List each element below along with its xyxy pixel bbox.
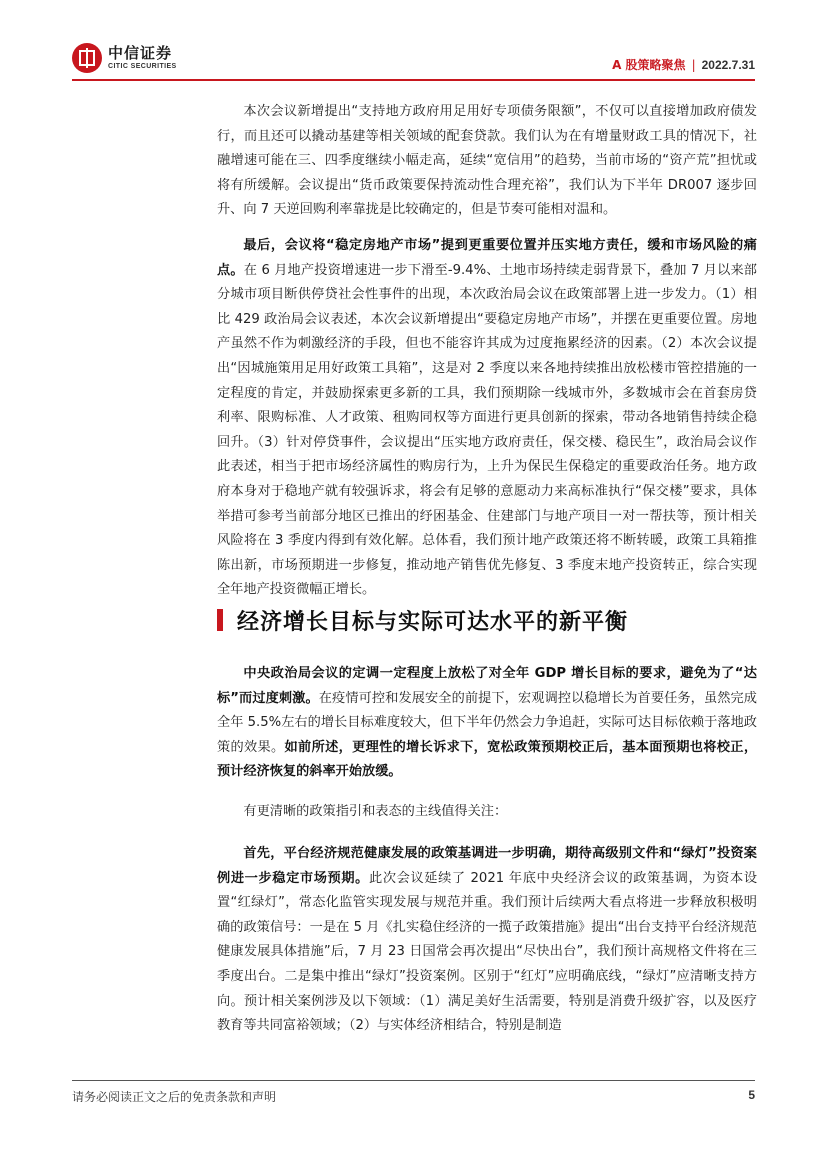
paragraph-growth-body: 在疫情可控和发展安全的前提下，宏观调控以稳增长为首要任务，虽然完成全年 5.5%左右的增长目标难度较大，但下半年仍然会力争追赶，实际可达目标依赖于落地政策的效果。: [217, 690, 757, 755]
header-separator: |: [691, 57, 696, 72]
page-number: 5: [748, 1088, 755, 1102]
paragraph-real-estate-lead: 最后，会议将“稳定房地产市场”提到更重要位置并压实地方责任，缓和市场风险的痛点。: [217, 238, 757, 278]
paragraph-real-estate-body: 在 6 月地产投资增速进一步下滑至-9.4%、土地市场持续走弱背景下，叠加 7 月以来部分城市项目断供停贷社会性事件的出现，本次政治局会议在政策部署上进一步发力。（1）相比 429 政治局会议表述，本次会议新增提出“要稳定房地产市场”，并摆在更重要位置。房地产虽然不作为刺激经济的手段，但也不能容许其成为过度拖累经济的因素。（2）本次会议提出“因城施策用足用好政策工具箱”，这是对 2 季度以来各地持续推出放松楼市管控措施的一定程度的肯定，并鼓励探索更多新的工具，我们预期除一线城市外，多数城市会在首套房贷利率、限购标准、人才政策、租购同权等方面进行更具创新的探索，带动各地销售持续企稳回升。（3）针对停贷事件，会议提出“压实地方政府责任，保交楼、稳民生”，政治局会议作此表述，相当于把市场经济属性的购房行为，上升为保民生保稳定的重要政治任务。地方政府本身对于稳地产就有较强诉求，将会有足够的意愿动力来高标准执行“保交楼”要求，具体举措可参考当前部分地区已推出的纾困基金、住建部门与地产项目一对一帮扶等，预计相关风险将在 3 季度内得到有效化解。总体看，我们预计地产政策还将不断转暖，政策工具箱推陈出新，市场预期进一步修复，推动地产销售优先修复、3 季度末地产投资转正，综合实现全年地产投资微幅正增长。: [217, 262, 757, 598]
paragraph-fiscal-monetary: 本次会议新增提出“支持地方政府用足用好专项债务限额”，不仅可以直接增加政府债发行，而且还可以撬动基建等相关领域的配套贷款。我们认为在有增量财政工具的情况下，社融增速可能在三、四季度继续小幅走高，延续“宽信用”的趋势，当前市场的“资产荒”担忧或将有所缓解。会议提出“货币政策要保持流动性合理充裕”，我们认为下半年 DR007 逐步回升、向 7 天逆回购利率靠拢是比较确定的，但是节奏可能相对温和。: [217, 104, 757, 218]
footer-disclaimer: 请务必阅读正文之后的免责条款和声明: [72, 1090, 277, 1104]
company-logo: [72, 38, 177, 78]
section-heading: [217, 605, 628, 635]
body-block-4: [217, 800, 757, 825]
paragraph-platform-lead: 首先，平台经济规范健康发展的政策基调进一步明确，期待高级别文件和“绿灯”投资案例进一步稳定市场预期。: [217, 846, 757, 886]
paragraph-growth-conclusion: 如前所述，更理性的增长诉求下，宽松政策预期校正后，基本面预期也将校正，预计经济恢复的斜率开始放缓。: [217, 739, 758, 780]
header-meta: [612, 56, 755, 73]
paragraph-platform-economy: [217, 842, 757, 1039]
body-block-1: [217, 100, 757, 223]
paragraph-growth-target: [217, 662, 757, 785]
paragraph-growth-lead: 中央政治局会议的定调一定程度上放松了对全年 GDP 增长目标的要求，避免为了“达标”而过度刺激。: [217, 666, 757, 706]
body-block-3: [217, 662, 757, 785]
body-block-2: [217, 234, 757, 603]
header-divider: [72, 79, 755, 81]
citic-logo-icon: [72, 43, 102, 73]
footer-divider: [72, 1080, 755, 1081]
section-title: 经济增长目标与实际可达水平的新平衡: [237, 609, 629, 635]
section-marker: [217, 609, 223, 631]
report-series: A 股策略聚焦: [612, 58, 686, 72]
report-date: 2022.7.31: [701, 57, 755, 72]
logo-chinese-name: 中信证券: [108, 44, 173, 62]
paragraph-real-estate: [217, 234, 757, 603]
body-block-5: [217, 842, 757, 1039]
paragraph-platform-body: 此次会议延续了 2021 年底中央经济会议的政策基调，为资本设置“红绿灯”，常态化监管实现发展与规范并重。我们预计后续两大看点将进一步释放积极明确的政策信号：一是在 5 月《扎实稳住经济的一揽子政策措施》提出“出台支持平台经济规范健康发展具体措施”后，7 月 23 日国常会再次提出“尽快出台”，我们预计高规格文件将在三季度出台。二是集中推出“绿灯”投资案例。区别于“红灯”应明确底线，“绿灯”应清晰支持方向。预计相关案例涉及以下领域：（1）满足美好生活需要，特别是消费升级扩容，以及医疗教育等共同富裕领域；（2）与实体经济相结合，特别是制造: [217, 870, 758, 1034]
paragraph-policy-lines: 有更清晰的政策指引和表态的主线值得关注：: [243, 804, 508, 819]
logo-english-name: CITIC SECURITIES: [108, 63, 177, 70]
